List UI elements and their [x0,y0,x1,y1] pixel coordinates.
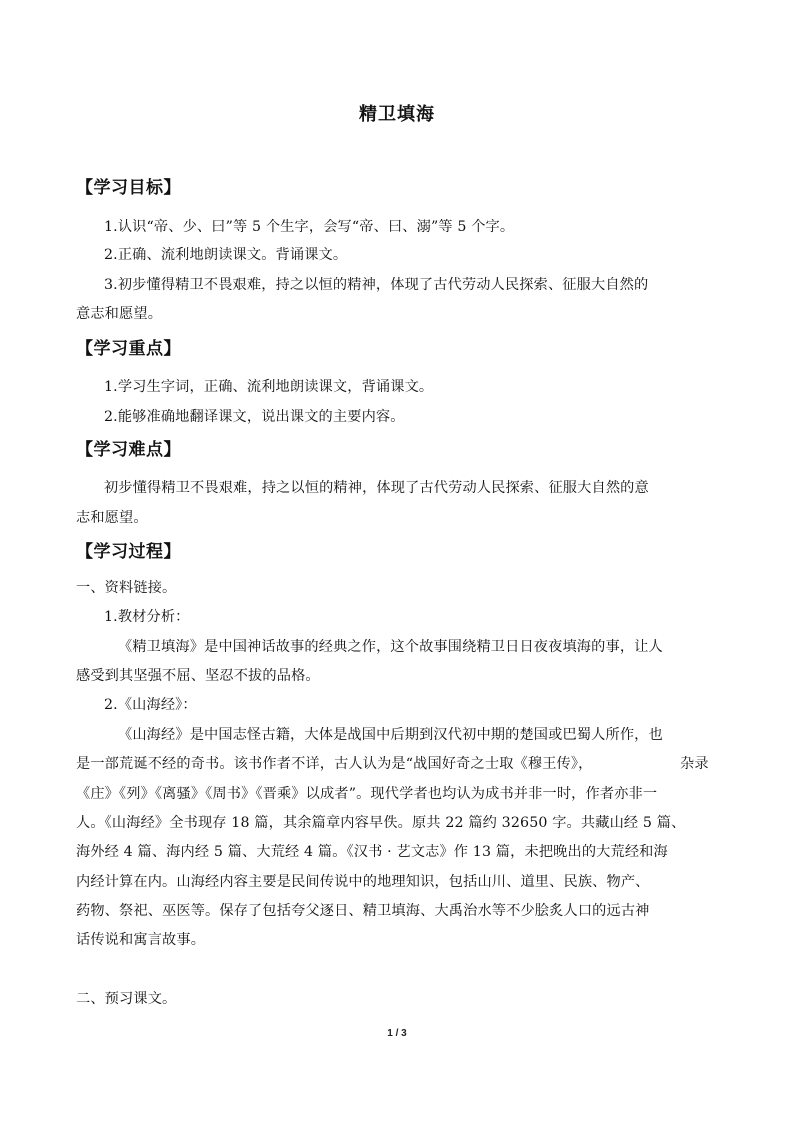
goal-line-3-continued: 意志和愿望。 [76,306,163,322]
process-part-2-title: 二、预习课文。 [76,991,177,1007]
goal-line-3: 3.初步懂得精卫不畏艰难，持之以恒的精神，体现了古代劳动人民探索、征服大自然的 [104,277,649,293]
difficulty-line-1: 初步懂得精卫不畏艰难，持之以恒的精神，体现了古代劳动人民探索、征服大自然的意 [104,480,649,496]
process-paragraph-2-line-6: 内经计算在内。山海经内容主要是民间传说中的地理知识，包括山川、道里、民族、物产、 [76,874,650,890]
process-paragraph-2-line-2: 是一部荒诞不经的奇书。该书作者不详，古人认为是“战国好奇之士取《穆王传》， [76,756,593,772]
process-paragraph-2-line-1: 《山海经》是中国志怪古籍，大体是战国中后期到汉代初中期的楚国或巴蜀人所作，也 [118,727,663,743]
process-part-1-title: 一、资料链接。 [76,580,177,596]
process-paragraph-2-line-4: 人。《山海经》全书现存 18 篇，其余篇章内容早佚。原共 22 篇约 32650 字。共藏山经 5 篇、 [76,815,686,831]
document-title: 精卫填海 [359,104,435,125]
process-subsection-1: 1.教材分析： [104,609,190,625]
process-paragraph-2-line-2-tail: 杂录 [680,756,709,772]
process-paragraph-2-line-5: 海外经 4 篇、海内经 5 篇、大荒经 4 篇。《汉书 · 艺文志》作 13 篇，未把晚出的大荒经和海 [76,844,668,860]
focus-line-2: 2.能够准确地翻译课文，说出课文的主要内容。 [104,409,405,425]
heading-learning-goals: 【学习目标】 [76,178,181,198]
process-paragraph-2-line-8: 话传说和寓言故事。 [76,932,206,948]
process-paragraph-1-line-2: 感受到其坚强不屈、坚忍不拔的品格。 [76,668,320,684]
difficulty-line-2: 志和愿望。 [76,510,148,526]
process-paragraph-2-line-3: 《庄》《列》《离骚》《周书》《晋乘》以成者”。现代学者也均认为成书并非一时，作者亦非一 [76,786,658,802]
process-paragraph-1-line-1: 《精卫填海》是中国神话故事的经典之作，这个故事围绕精卫日日夜夜填海的事，让人 [118,639,663,655]
page-number: 1 / 3 [387,1028,407,1039]
heading-learning-difficulty: 【学习难点】 [76,440,181,460]
heading-learning-focus: 【学习重点】 [76,339,181,359]
heading-learning-process: 【学习过程】 [76,542,181,562]
goal-line-2: 2.正确、流利地朗读课文。背诵课文。 [104,247,348,263]
goal-line-1: 1.认识“帝、少、曰”等 5 个生字，会写“帝、曰、溺”等 5 个字。 [104,219,515,235]
process-paragraph-2-line-7: 药物、祭祀、巫医等。保存了包括夸父逐日、精卫填海、大禹治水等不少脍炙人口的远古神 [76,903,650,919]
focus-line-1: 1.学习生字词，正确、流利地朗读课文，背诵课文。 [104,379,434,395]
process-subsection-2: 2.《山海经》： [104,697,197,713]
